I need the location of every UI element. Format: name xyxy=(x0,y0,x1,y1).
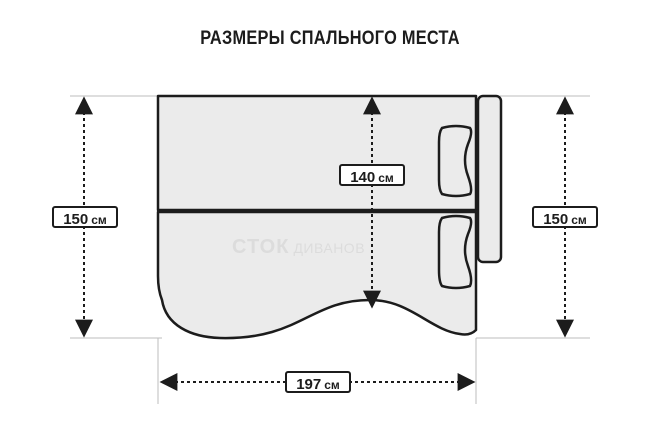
armrest xyxy=(478,96,501,262)
right-height-label: 150 см xyxy=(532,206,598,228)
left-height-label: 150 см xyxy=(52,206,118,228)
inner-depth-label: 140 см xyxy=(339,164,405,186)
sofa-seat xyxy=(158,96,476,210)
sofa-extension xyxy=(158,212,476,338)
watermark-logo: СТОК ДИВАНОВ xyxy=(232,236,366,258)
width-label: 197 см xyxy=(285,371,351,393)
diagram-title: РАЗМЕРЫ СПАЛЬНОГО МЕСТА xyxy=(200,28,460,49)
